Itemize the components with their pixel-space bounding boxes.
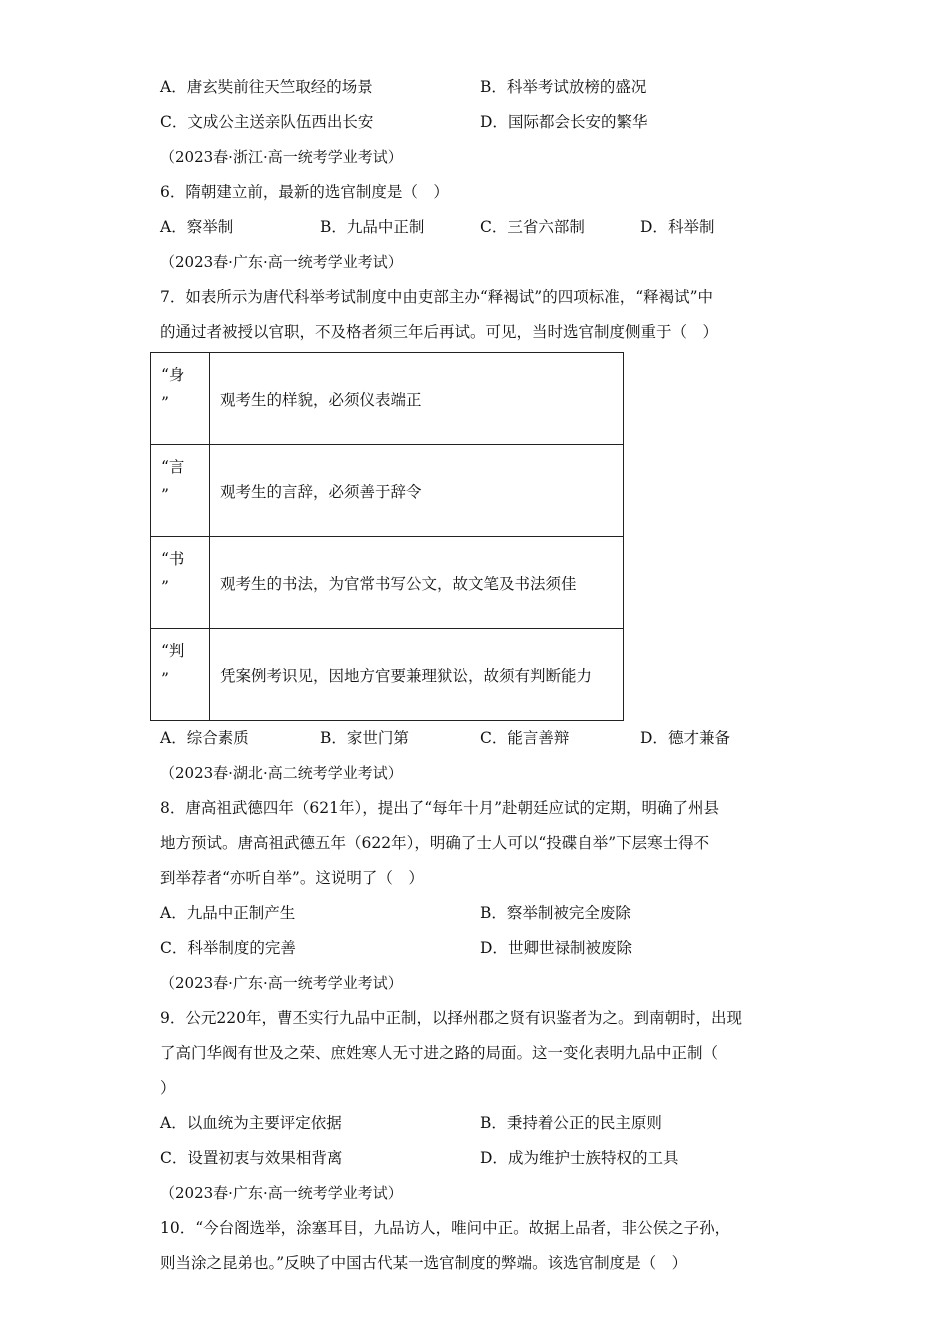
q8-stem-line-1: 8．唐高祖武德四年（621年），提出了“每年十月”赴朝廷应试的定期，明确了州县 [160, 799, 720, 817]
q8-source: （2023春·湖北·高二统考学业考试） [160, 764, 403, 782]
standard-key-cell: “言 ” [151, 445, 210, 537]
q6-stem: 6．隋朝建立前，最新的选官制度是（ ） [160, 183, 449, 201]
q10-stem-line-1: 10．“今台阁选举，涂塞耳目，九品访人，唯问中正。故据上品者，非公侯之子孙， [160, 1219, 731, 1237]
standard-key-cell: “判 ” [151, 629, 210, 721]
q7-option-b[interactable]: B．家世门第 [320, 729, 409, 747]
table-row [151, 445, 624, 537]
q6-option-c[interactable]: C．三省六部制 [480, 218, 585, 236]
q8-options-row-1 [160, 896, 800, 931]
q6-source: （2023春·浙江·高一统考学业考试） [160, 148, 403, 166]
q9-option-b[interactable]: B．秉持着公正的民主原则 [480, 1114, 662, 1132]
q7-source: （2023春·广东·高一统考学业考试） [160, 253, 403, 271]
q8-stem-line-2: 地方预试。唐高祖武德五年（622年），明确了士人可以“投碟自举”下层寒士得不 [160, 834, 710, 852]
q9-source: （2023春·广东·高一统考学业考试） [160, 974, 403, 992]
q5-option-a[interactable]: A．唐玄奘前往天竺取经的场景 [160, 78, 373, 96]
q8-options-row-2 [160, 931, 800, 966]
standard-desc-cell: 观考生的样貌，必须仪表端正 [210, 353, 624, 445]
q6-option-b[interactable]: B．九品中正制 [320, 218, 425, 236]
q9-stem-line-2: 了高门华阀有世及之荣、庶姓寒人无寸进之路的局面。这一变化表明九品中正制（ [160, 1044, 719, 1062]
q5-options-row-1 [160, 70, 800, 105]
q9-option-d[interactable]: D．成为维护士族特权的工具 [480, 1149, 679, 1167]
table-row [151, 353, 624, 445]
q9-options-row-1 [160, 1106, 800, 1141]
table-row [151, 537, 624, 629]
q10-source: （2023春·广东·高一统考学业考试） [160, 1184, 403, 1202]
q7-option-d[interactable]: D．德才兼备 [640, 729, 730, 747]
q6-option-a[interactable]: A．察举制 [160, 218, 234, 236]
q5-options-row-2 [160, 105, 800, 140]
q5-option-b[interactable]: B．科举考试放榜的盛况 [480, 78, 647, 96]
q10-stem-line-2: 则当涂之昆弟也。”反映了中国古代某一选官制度的弊端。该选官制度是（ ） [160, 1254, 688, 1272]
standard-desc-cell: 观考生的书法，为官常书写公文，故文笔及书法须佳 [210, 537, 624, 629]
q8-option-c[interactable]: C．科举制度的完善 [160, 939, 296, 957]
q5-option-d[interactable]: D．国际都会长安的繁华 [480, 113, 648, 131]
q9-options-row-2 [160, 1141, 800, 1176]
q8-stem-line-3: 到举荐者“亦听自举”。这说明了（ ） [160, 869, 424, 887]
q5-option-c[interactable]: C．文成公主送亲队伍西出长安 [160, 113, 374, 131]
standard-key-cell: “书 ” [151, 537, 210, 629]
standard-key-cell: “身 ” [151, 353, 210, 445]
q8-option-a[interactable]: A．九品中正制产生 [160, 904, 296, 922]
q7-options-row [160, 721, 800, 756]
q9-stem-line-3: ） [160, 1079, 176, 1097]
q6-option-d[interactable]: D．科举制 [640, 218, 715, 236]
q7-option-a[interactable]: A．综合素质 [160, 729, 249, 747]
table-row [151, 629, 624, 721]
q8-option-b[interactable]: B．察举制被完全废除 [480, 904, 631, 922]
q9-option-a[interactable]: A．以血统为主要评定依据 [160, 1114, 342, 1132]
q7-stem-line-1: 7．如表所示为唐代科举考试制度中由吏部主办“释褐试”的四项标准，“释褐试”中 [160, 288, 714, 306]
q9-stem-line-1: 9．公元220年，曹丕实行九品中正制，以择州郡之贤有识鉴者为之。到南朝时，出现 [160, 1009, 742, 1027]
standard-desc-cell: 观考生的言辞，必须善于辞令 [210, 445, 624, 537]
standard-desc-cell: 凭案例考识见，因地方官要兼理狱讼，故须有判断能力 [210, 629, 624, 721]
exam-page [160, 70, 800, 1281]
q6-options-row [160, 210, 800, 245]
q8-option-d[interactable]: D．世卿世禄制被废除 [480, 939, 632, 957]
q7-standards-table [150, 352, 624, 721]
q7-stem-line-2: 的通过者被授以官职，不及格者须三年后再试。可见，当时选官制度侧重于（ ） [160, 323, 719, 341]
q9-option-c[interactable]: C．设置初衷与效果相背离 [160, 1149, 343, 1167]
q7-option-c[interactable]: C．能言善辩 [480, 729, 570, 747]
